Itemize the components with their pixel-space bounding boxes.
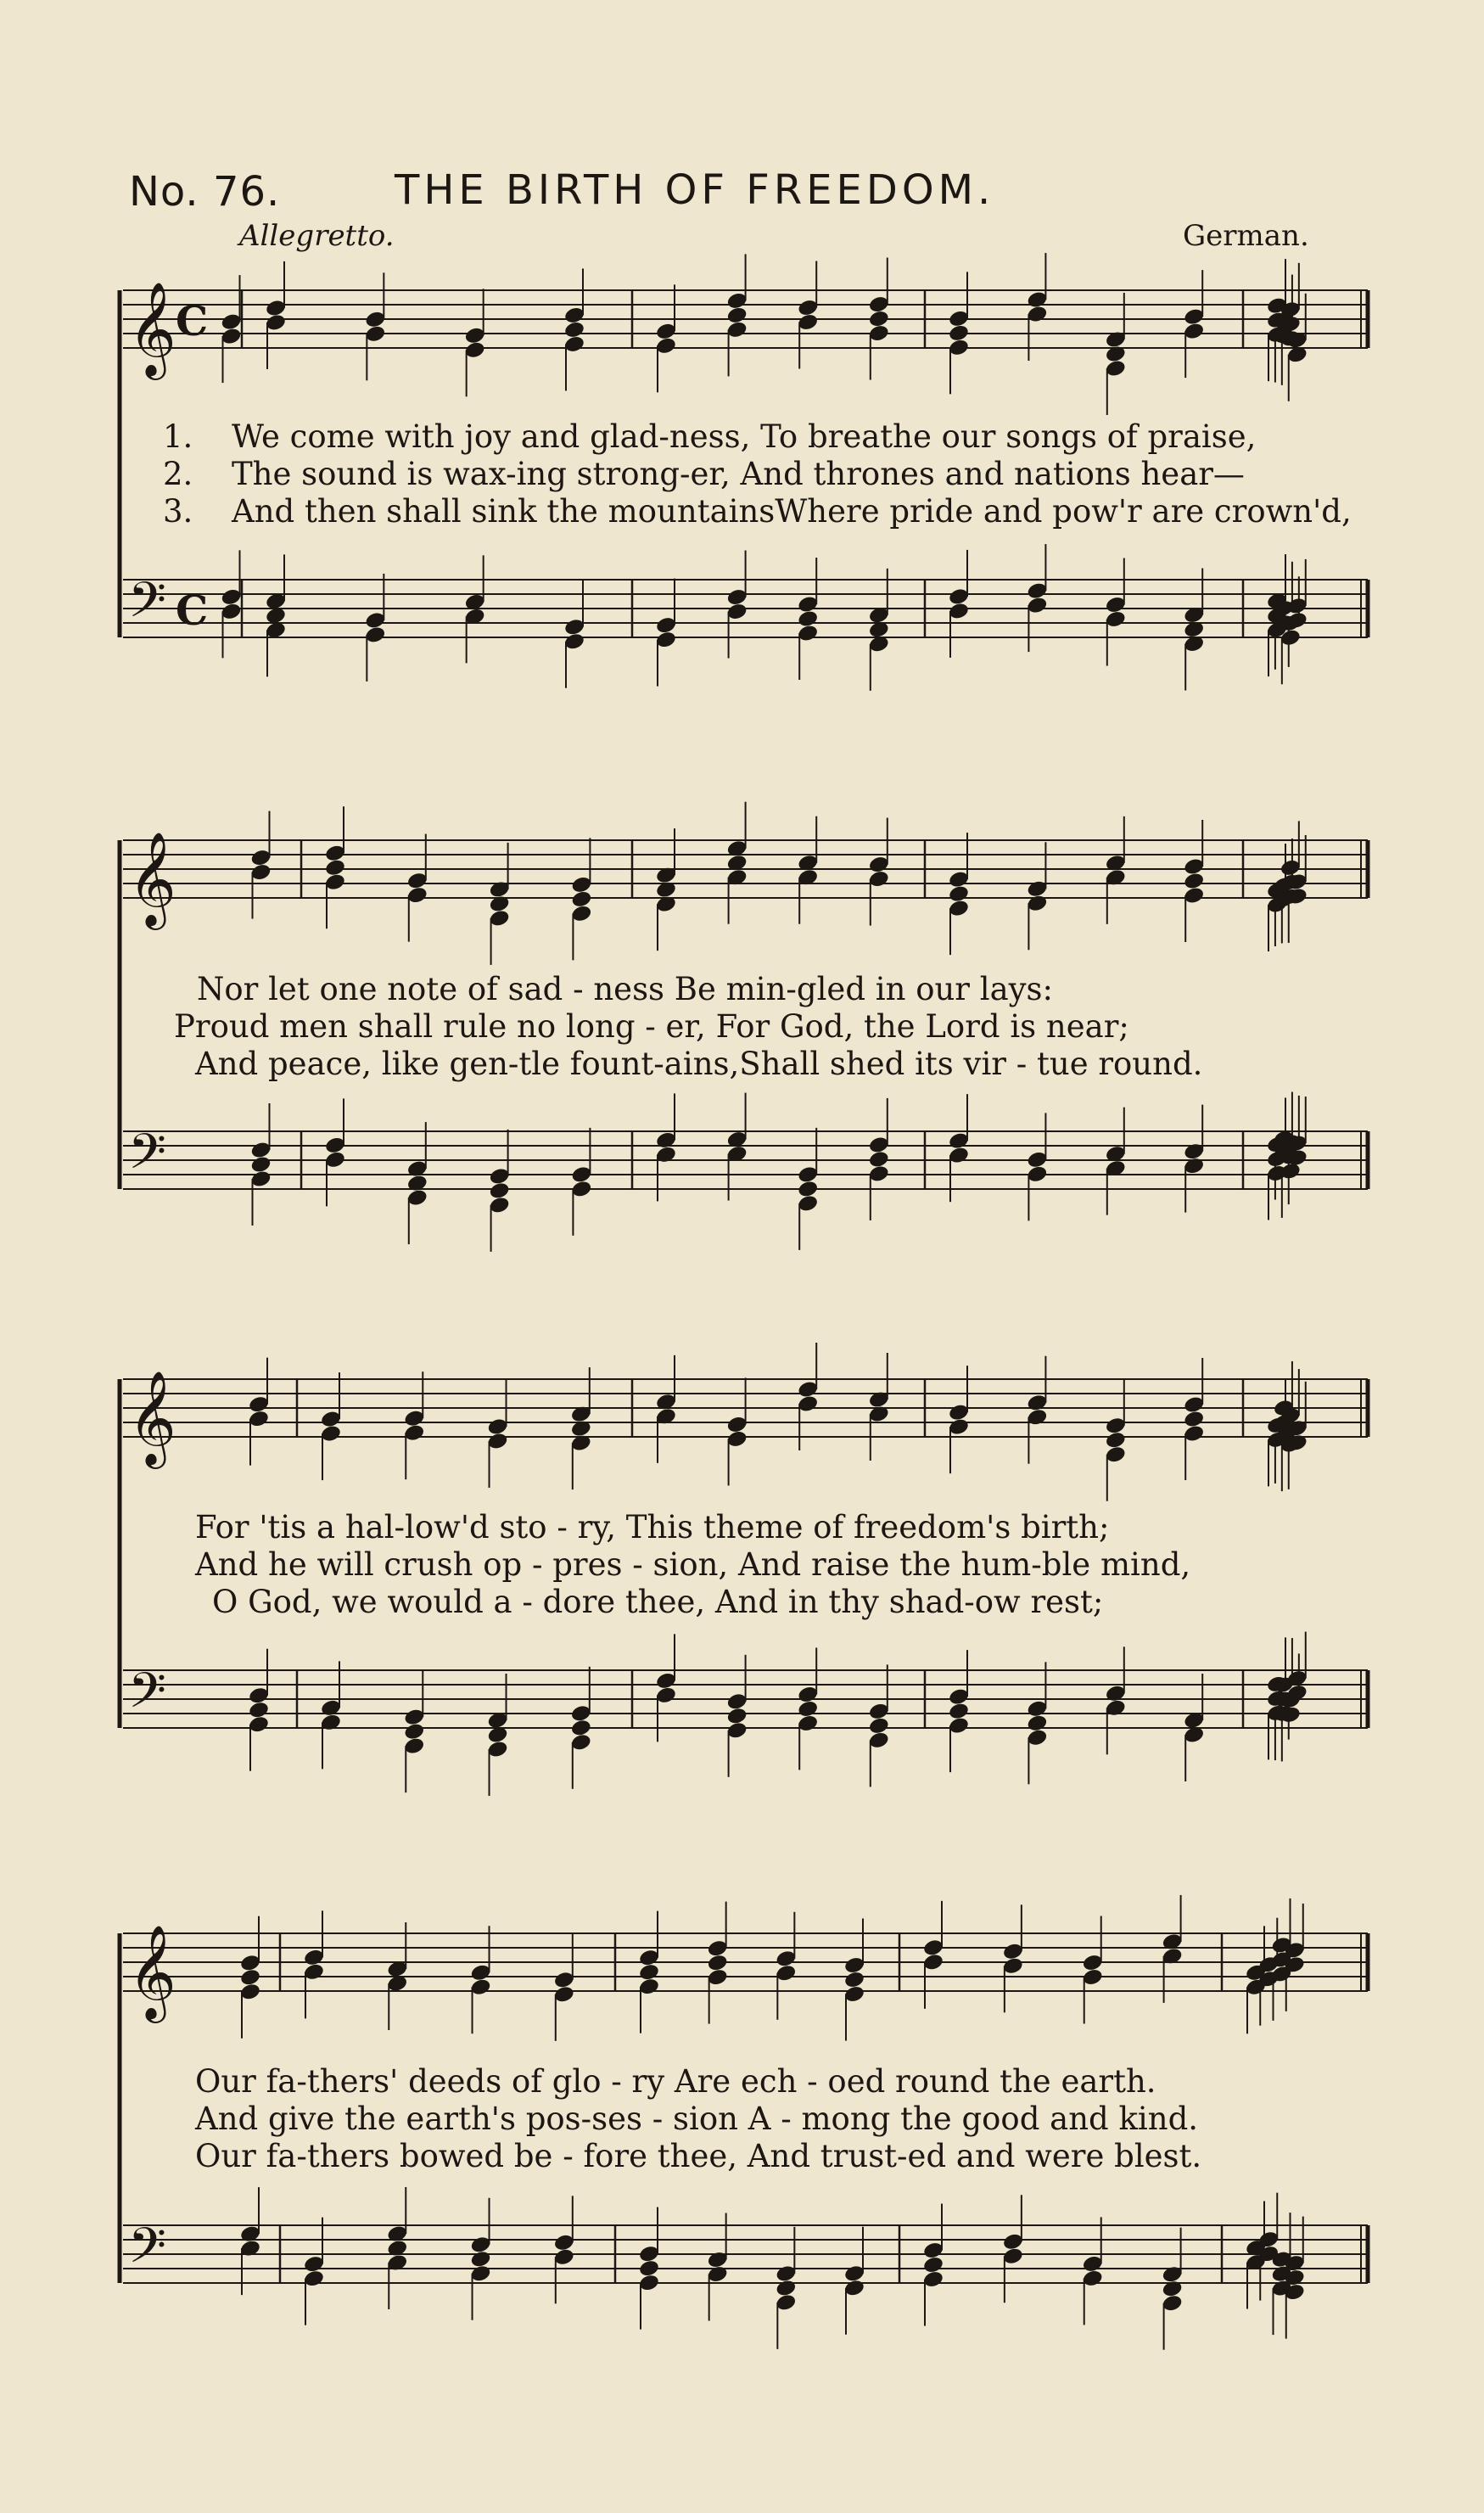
hymn-number: No. 76. <box>129 168 281 216</box>
lyric-line: And he will crush op - pres - sion, And raise the hum-ble mind, <box>195 1546 1191 1583</box>
note-head <box>1026 1714 1048 1733</box>
lyric-line: O God, we would a - dore thee, And in thy shad-ow rest; <box>212 1584 1104 1620</box>
hymn-title: THE BIRTH OF FREEDOM. <box>395 166 995 214</box>
verse-number: 3. <box>163 493 193 530</box>
bass-clef: 𝄢 <box>128 571 167 641</box>
note-head <box>948 884 970 904</box>
note-head <box>403 1722 425 1742</box>
note-head <box>797 1180 819 1199</box>
note-head <box>489 895 511 914</box>
composer-attribution: German. <box>1183 219 1309 253</box>
note-head <box>249 1155 272 1175</box>
note-head <box>868 1150 890 1170</box>
note-head <box>638 1962 660 1982</box>
note-head <box>489 1181 511 1201</box>
lyric-line: And give the earth's pos-ses - sion A - mong the good and kind. <box>195 2101 1199 2137</box>
note-head <box>1105 1430 1127 1450</box>
note-head <box>868 309 890 328</box>
note-head <box>239 1967 261 1987</box>
note-head <box>570 1719 592 1738</box>
note-head <box>775 2279 797 2298</box>
note-head <box>868 1716 890 1736</box>
lyric-line: The sound is wax-ing strong-er, And thrones and nations hear— <box>232 456 1245 492</box>
lyric-line: And peace, like gen-tle fount-ains,Shall shed its vir - tue round. <box>195 1046 1203 1082</box>
lyric-line: For 'tis a hal-low'd sto - ry, This theme of freedom's birth; <box>195 1509 1110 1545</box>
treble-clef: 𝄞 <box>128 1370 176 1465</box>
note-head <box>922 2255 944 2275</box>
note-head <box>797 609 819 629</box>
note-head <box>1183 1410 1205 1429</box>
lyric-line: And then shall sink the mountainsWhere pride and pow'r are crown'd, <box>232 493 1352 530</box>
note-head <box>726 306 748 325</box>
note-head <box>324 858 346 878</box>
verse-number: 1. <box>163 418 193 455</box>
treble-clef: 𝄞 <box>128 281 176 376</box>
lyric-line: Proud men shall rule no long - er, For God, the Lord is near; <box>174 1008 1129 1045</box>
note-head <box>1183 872 1205 891</box>
common-time: C <box>176 298 209 345</box>
lyric-line: Nor let one note of sad - ness Be min-gled in our lays: <box>197 971 1053 1007</box>
tempo-marking: Allegretto. <box>239 219 395 253</box>
note-head <box>570 889 592 909</box>
note-head <box>563 320 585 339</box>
bass-clef: 𝄢 <box>128 1123 167 1192</box>
bass-clef: 𝄢 <box>128 2217 167 2286</box>
common-time: C <box>176 587 209 635</box>
note-head <box>638 2258 660 2278</box>
note-head <box>469 2249 491 2269</box>
note-head <box>948 1702 970 1721</box>
note-head <box>248 1700 270 1719</box>
bass-clef: 𝄢 <box>128 1662 167 1731</box>
note-head <box>707 1953 729 1972</box>
lyric-line: Our fa-thers' deeds of glo - ry Are ech - oed round the earth. <box>195 2063 1156 2100</box>
note-head <box>1162 2279 1184 2298</box>
treble-clef: 𝄞 <box>128 1924 176 2019</box>
note-head <box>948 323 970 343</box>
verse-number: 2. <box>163 456 193 492</box>
lyric-line: Our fa-thers bowed be - fore thee, And trust-ed and were blest. <box>195 2138 1202 2174</box>
note-head <box>843 1970 865 1989</box>
note-head <box>797 1699 819 1719</box>
treble-clef: 𝄞 <box>128 831 176 926</box>
lyric-line: We come with joy and glad-ness, To breathe our songs of praise, <box>232 418 1257 455</box>
note-head <box>726 1707 748 1726</box>
